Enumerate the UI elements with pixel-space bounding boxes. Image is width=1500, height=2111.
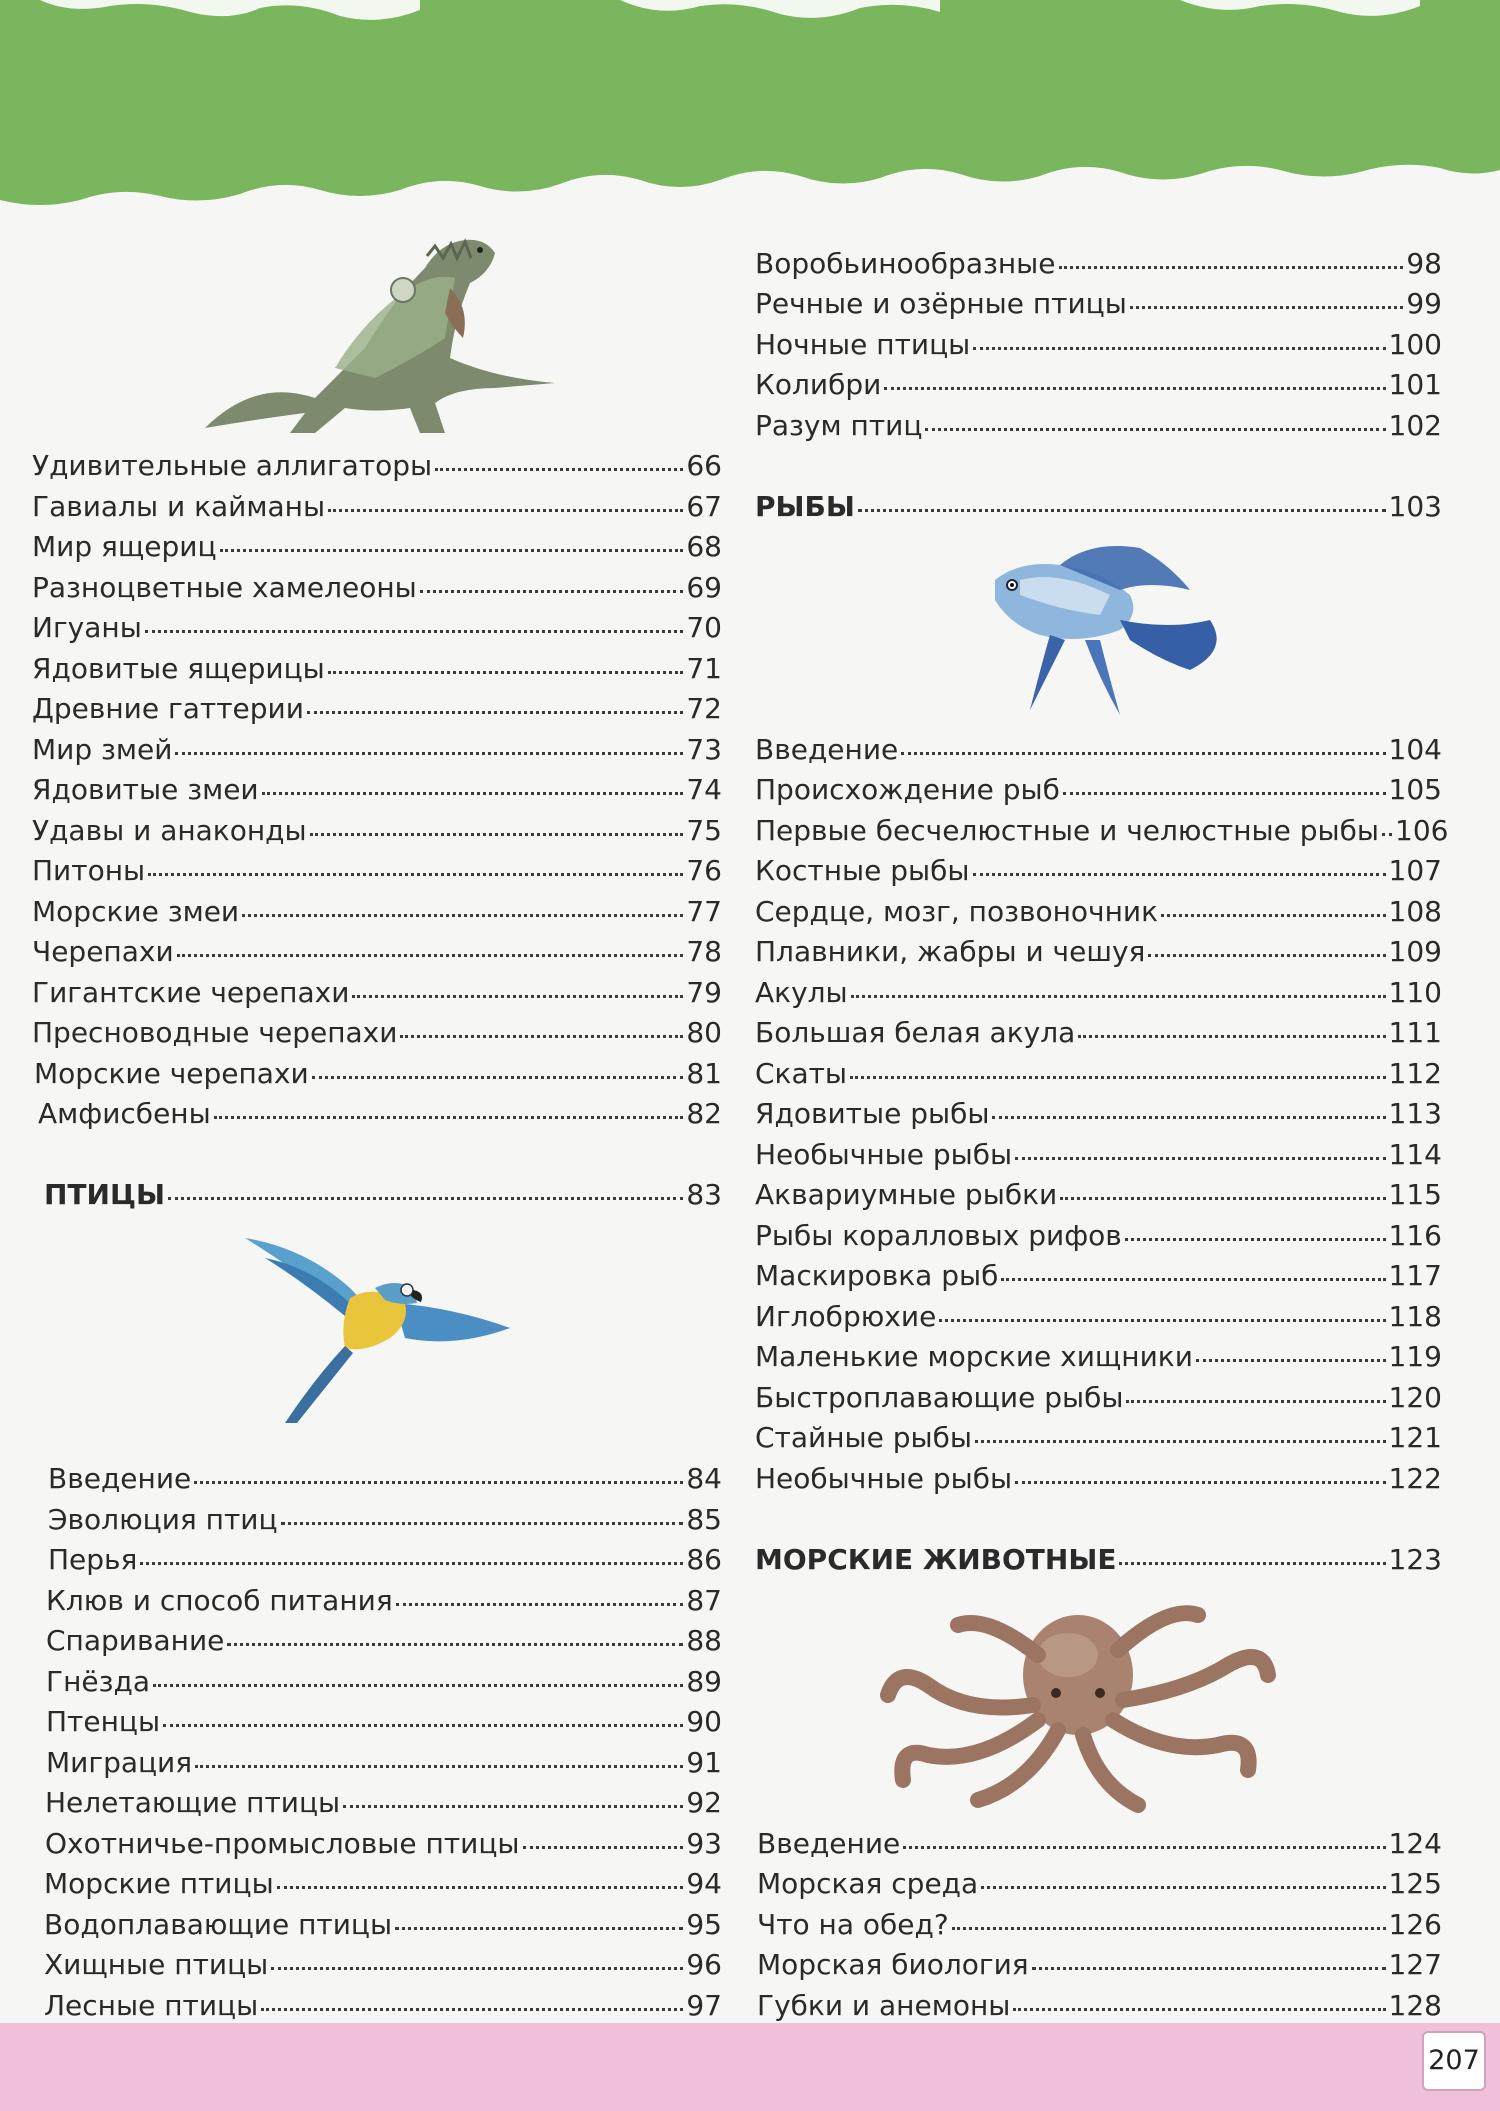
- section-page: 123: [1388, 1543, 1442, 1576]
- toc-entry[interactable]: [32, 772, 722, 808]
- toc-entry-title: Амфисбены: [38, 1097, 211, 1130]
- toc-entry[interactable]: [32, 1015, 722, 1051]
- toc-entry-page: 90: [686, 1705, 722, 1738]
- dot-leader: [396, 1602, 684, 1606]
- toc-entry-page: 121: [1388, 1421, 1442, 1454]
- dot-leader: [981, 1885, 1385, 1889]
- toc-entry-title: Древние гаттерии: [32, 692, 304, 725]
- section-title: РЫБЫ: [755, 490, 855, 523]
- toc-entry-title: Рыбы коралловых рифов: [755, 1219, 1122, 1252]
- dot-leader: [1119, 1561, 1385, 1565]
- dot-leader: [1001, 1277, 1385, 1281]
- toc-entry-page: 108: [1388, 895, 1442, 928]
- toc-section-fish[interactable]: [755, 489, 1442, 525]
- toc-entry-page: 82: [686, 1097, 722, 1130]
- toc-entry[interactable]: [48, 1502, 722, 1538]
- dot-leader: [163, 1723, 683, 1727]
- toc-entry-title: Иглобрюхие: [755, 1300, 937, 1333]
- dot-leader: [168, 1196, 683, 1200]
- toc-entry-page: 88: [686, 1624, 722, 1657]
- toc-entry-page: 127: [1388, 1948, 1442, 1981]
- toc-entry-page: 101: [1388, 368, 1442, 401]
- dot-leader: [884, 386, 1385, 390]
- bottom-pink-band: [0, 2023, 1500, 2111]
- toc-entry[interactable]: [755, 1218, 1442, 1254]
- dot-leader: [925, 427, 1385, 431]
- toc-entry-page: 69: [686, 571, 722, 604]
- toc-entry-page: 81: [686, 1057, 722, 1090]
- toc-entry-page: 117: [1388, 1259, 1442, 1292]
- toc-entry[interactable]: [46, 1704, 722, 1740]
- toc-entry-page: 122: [1388, 1462, 1442, 1495]
- toc-entry[interactable]: [755, 934, 1442, 970]
- toc-entry-title: Воробьинообразные: [755, 247, 1056, 280]
- toc-entry[interactable]: [46, 1583, 722, 1619]
- toc-entry-page: 124: [1388, 1827, 1442, 1860]
- dot-leader: [175, 751, 683, 755]
- dot-leader: [1382, 832, 1392, 836]
- toc-entry-title: Маленькие морские хищники: [755, 1340, 1193, 1373]
- dot-leader: [261, 2007, 683, 2011]
- toc-entry[interactable]: [34, 1056, 722, 1092]
- toc-entry-title: Что на обед?: [757, 1908, 949, 1941]
- toc-entry-title: Введение: [48, 1462, 192, 1495]
- toc-section-sea-animals[interactable]: [755, 1542, 1442, 1578]
- toc-entry[interactable]: [755, 772, 1442, 808]
- dot-leader: [1130, 305, 1404, 309]
- toc-entry-page: 95: [686, 1908, 722, 1941]
- toc-entry[interactable]: [32, 934, 722, 970]
- toc-entry-title: Ядовитые рыбы: [755, 1097, 990, 1130]
- toc-entry-page: 66: [686, 449, 722, 482]
- toc-entry-title: Плавники, жабры и чешуя: [755, 935, 1146, 968]
- toc-entry[interactable]: [44, 1947, 722, 1983]
- toc-entry-title: Большая белая акула: [755, 1016, 1076, 1049]
- dot-leader: [310, 832, 684, 836]
- dot-leader: [343, 1804, 683, 1808]
- dot-leader: [973, 346, 1385, 350]
- toc-entry[interactable]: [32, 489, 722, 525]
- toc-entry-page: 89: [686, 1665, 722, 1698]
- toc-entry-page: 87: [686, 1584, 722, 1617]
- toc-entry-title: Разноцветные хамелеоны: [32, 571, 417, 604]
- toc-entry-title: Гнёзда: [46, 1665, 151, 1698]
- toc-entry-page: 76: [686, 854, 722, 887]
- toc-entry-title: Пресноводные черепахи: [32, 1016, 398, 1049]
- dot-leader: [177, 953, 684, 957]
- toc-entry[interactable]: [32, 853, 722, 889]
- dot-leader: [975, 1439, 1386, 1443]
- toc-entry-page: 115: [1388, 1178, 1442, 1211]
- toc-entry[interactable]: [44, 1988, 722, 2024]
- toc-entry-title: Маскировка рыб: [755, 1259, 999, 1292]
- toc-entry-page: 106: [1395, 814, 1449, 847]
- toc-entry-title: Происхождение рыб: [755, 773, 1060, 806]
- section-title: ПТИЦЫ: [44, 1178, 165, 1211]
- dot-leader: [242, 913, 683, 917]
- toc-entry[interactable]: [755, 1380, 1442, 1416]
- toc-entry[interactable]: [32, 570, 722, 606]
- toc-entry[interactable]: [32, 610, 722, 646]
- toc-entry-page: 107: [1388, 854, 1442, 887]
- toc-entry[interactable]: [755, 246, 1442, 282]
- toc-section-birds[interactable]: [44, 1177, 722, 1213]
- dot-leader: [328, 508, 683, 512]
- toc-entry-page: 73: [686, 733, 722, 766]
- toc-entry-page: 91: [686, 1746, 722, 1779]
- toc-entry-title: Сердце, мозг, позвоночник: [755, 895, 1159, 928]
- toc-entry[interactable]: [757, 1988, 1442, 2024]
- toc-entry-title: Миграция: [46, 1746, 193, 1779]
- toc-entry-page: 67: [686, 490, 722, 523]
- toc-entry-page: 84: [686, 1462, 722, 1495]
- toc-entry-page: 98: [1406, 247, 1442, 280]
- dot-leader: [148, 872, 683, 876]
- toc-entry-title: Необычные рыбы: [755, 1462, 1013, 1495]
- dot-leader: [1032, 1966, 1386, 1970]
- toc-entry-page: 118: [1388, 1300, 1442, 1333]
- dot-leader: [140, 1561, 683, 1565]
- toc-entry-page: 113: [1388, 1097, 1442, 1130]
- toc-entry-page: 114: [1388, 1138, 1442, 1171]
- toc-entry-page: 119: [1388, 1340, 1442, 1373]
- toc-entry[interactable]: [46, 1623, 722, 1659]
- toc-entry-title: Морские змеи: [32, 895, 240, 928]
- dot-leader: [145, 629, 684, 633]
- toc-entry-page: 96: [686, 1948, 722, 1981]
- toc-entry-page: 120: [1388, 1381, 1442, 1414]
- toc-entry[interactable]: [45, 1826, 722, 1862]
- toc-entry[interactable]: [755, 1096, 1442, 1132]
- toc-entry-title: Стайные рыбы: [755, 1421, 973, 1454]
- toc-entry-title: Игуаны: [32, 611, 142, 644]
- dot-leader: [352, 994, 683, 998]
- toc-entry-page: 92: [686, 1786, 722, 1819]
- toc-entry[interactable]: [755, 367, 1442, 403]
- toc-entry-page: 94: [686, 1867, 722, 1900]
- dot-leader: [281, 1521, 684, 1525]
- toc-entry-title: Ночные птицы: [755, 328, 971, 361]
- dot-leader: [1015, 1480, 1385, 1484]
- toc-entry-title: Спаривание: [46, 1624, 225, 1657]
- toc-entry-title: Черепахи: [32, 935, 174, 968]
- toc-entry-title: Водоплавающие птицы: [44, 1908, 393, 1941]
- toc-entry-title: Мир ящериц: [32, 530, 217, 563]
- toc-entry[interactable]: [32, 651, 722, 687]
- toc-entry-title: Колибри: [755, 368, 882, 401]
- toc-entry[interactable]: [755, 894, 1442, 930]
- toc-entry-page: 86: [686, 1543, 722, 1576]
- dot-leader: [939, 1318, 1385, 1322]
- toc-entry-page: 104: [1388, 733, 1442, 766]
- toc-entry-title: Птенцы: [46, 1705, 161, 1738]
- toc-entry-title: Охотничье-промысловые птицы: [45, 1827, 520, 1860]
- dot-leader: [1059, 265, 1404, 269]
- dot-leader: [435, 467, 683, 471]
- page-number: 207: [1422, 2031, 1486, 2091]
- octopus-illustration: [868, 1595, 1288, 1825]
- dot-leader: [851, 994, 1386, 998]
- toc-entry-page: 74: [686, 773, 722, 806]
- toc-entry[interactable]: [48, 1542, 722, 1578]
- toc-entry-page: 68: [686, 530, 722, 563]
- toc-entry[interactable]: [44, 1866, 722, 1902]
- toc-entry[interactable]: [32, 691, 722, 727]
- toc-entry[interactable]: [48, 1461, 722, 1497]
- toc-entry-title: Нелетающие птицы: [45, 1786, 341, 1819]
- toc-entry[interactable]: [32, 529, 722, 565]
- dot-leader: [262, 791, 684, 795]
- dot-leader: [1125, 1237, 1386, 1241]
- toc-entry-title: Речные и озёрные птицы: [755, 287, 1127, 320]
- toc-entry-page: 100: [1388, 328, 1442, 361]
- toc-entry-page: 72: [686, 692, 722, 725]
- toc-entry-title: Лесные птицы: [44, 1989, 259, 2022]
- dot-leader: [153, 1683, 683, 1687]
- toc-entry-title: Клюв и способ питания: [46, 1584, 393, 1617]
- toc-entry-page: 125: [1388, 1867, 1442, 1900]
- toc-entry-title: Акулы: [755, 976, 848, 1009]
- toc-entry[interactable]: [45, 1785, 722, 1821]
- toc-entry[interactable]: [755, 853, 1442, 889]
- dot-leader: [858, 508, 1386, 512]
- toc-entry-title: Удавы и анаконды: [32, 814, 307, 847]
- toc-entry[interactable]: [757, 1947, 1442, 1983]
- toc-entry-page: 97: [686, 1989, 722, 2022]
- dot-leader: [1013, 2007, 1385, 2011]
- dot-leader: [400, 1034, 683, 1038]
- toc-entry-title: Мир змей: [32, 733, 173, 766]
- dot-leader: [903, 1845, 1385, 1849]
- toc-entry[interactable]: [46, 1745, 722, 1781]
- dot-leader: [1196, 1358, 1386, 1362]
- toc-entry[interactable]: [32, 732, 722, 768]
- toc-entry-page: 126: [1388, 1908, 1442, 1941]
- dot-leader: [1126, 1399, 1385, 1403]
- toc-entry-title: Быстроплавающие рыбы: [755, 1381, 1124, 1414]
- top-green-band: [0, 0, 1500, 215]
- dot-leader: [271, 1966, 683, 1970]
- toc-entry[interactable]: [757, 1866, 1442, 1902]
- toc-entry-title: Введение: [755, 733, 899, 766]
- toc-entry-title: Губки и анемоны: [757, 1989, 1011, 2022]
- dot-leader: [195, 1764, 683, 1768]
- toc-entry-page: 70: [686, 611, 722, 644]
- toc-entry-title: Ядовитые ящерицы: [32, 652, 325, 685]
- dot-leader: [307, 710, 683, 714]
- dot-leader: [1148, 953, 1385, 957]
- toc-entry[interactable]: [32, 448, 722, 484]
- toc-entry-title: Первые бесчелюстные и челюстные рыбы: [755, 814, 1379, 847]
- toc-entry-title: Морская биология: [757, 1948, 1029, 1981]
- dot-leader: [973, 872, 1386, 876]
- toc-entry-title: Морские птицы: [44, 1867, 274, 1900]
- dot-leader: [850, 1075, 1386, 1079]
- toc-entry-title: Аквариумные рыбки: [755, 1178, 1058, 1211]
- toc-entry-title: Скаты: [755, 1057, 848, 1090]
- toc-entry-page: 112: [1388, 1057, 1442, 1090]
- toc-entry-page: 99: [1406, 287, 1442, 320]
- dot-leader: [1060, 1196, 1385, 1200]
- toc-entry-page: 116: [1388, 1219, 1442, 1252]
- toc-entry[interactable]: [32, 813, 722, 849]
- toc-entry[interactable]: [755, 975, 1442, 1011]
- toc-entry[interactable]: [755, 1339, 1442, 1375]
- dot-leader: [194, 1480, 683, 1484]
- dot-leader: [420, 589, 684, 593]
- toc-entry[interactable]: [757, 1826, 1442, 1862]
- section-title: МОРСКИЕ ЖИВОТНЫЕ: [755, 1543, 1117, 1576]
- dot-leader: [952, 1926, 1386, 1930]
- dot-leader: [312, 1075, 684, 1079]
- toc-entry-title: Морские черепахи: [34, 1057, 309, 1090]
- toc-entry[interactable]: [755, 327, 1442, 363]
- toc-entry-page: 85: [686, 1503, 722, 1536]
- toc-entry[interactable]: [755, 1461, 1442, 1497]
- dot-leader: [214, 1115, 684, 1119]
- toc-entry-page: 77: [686, 895, 722, 928]
- toc-entry[interactable]: [755, 1258, 1442, 1294]
- dot-leader: [1015, 1156, 1385, 1160]
- toc-entry[interactable]: [32, 894, 722, 930]
- toc-entry[interactable]: [755, 286, 1442, 322]
- iguana-illustration: [195, 228, 555, 443]
- toc-entry[interactable]: [755, 1137, 1442, 1173]
- dot-leader: [328, 670, 684, 674]
- toc-entry[interactable]: [755, 1177, 1442, 1213]
- dot-leader: [1161, 913, 1386, 917]
- toc-entry-page: 128: [1388, 1989, 1442, 2022]
- toc-entry[interactable]: [755, 1015, 1442, 1051]
- toc-entry-page: 111: [1388, 1016, 1442, 1049]
- dot-leader: [901, 751, 1385, 755]
- toc-entry-title: Эволюция птиц: [48, 1503, 278, 1536]
- toc-entry-title: Питоны: [32, 854, 146, 887]
- fish-illustration: [990, 540, 1230, 715]
- toc-entry[interactable]: [755, 732, 1442, 768]
- toc-entry[interactable]: [755, 1299, 1442, 1335]
- toc-entry[interactable]: [757, 1907, 1442, 1943]
- toc-entry[interactable]: [755, 813, 1449, 849]
- toc-entry-page: 109: [1388, 935, 1442, 968]
- toc-entry-title: Разум птиц: [755, 409, 923, 442]
- section-page: 83: [686, 1178, 722, 1211]
- dot-leader: [227, 1642, 683, 1646]
- dot-leader: [220, 548, 684, 552]
- toc-entry-page: 93: [686, 1827, 722, 1860]
- toc-entry[interactable]: [755, 408, 1442, 444]
- toc-entry-title: Морская среда: [757, 1867, 979, 1900]
- dot-leader: [1078, 1034, 1385, 1038]
- macaw-illustration: [245, 1228, 515, 1428]
- toc-entry-page: 71: [686, 652, 722, 685]
- toc-entry-title: Необычные рыбы: [755, 1138, 1013, 1171]
- dot-leader: [395, 1926, 683, 1930]
- toc-entry-page: 79: [686, 976, 722, 1009]
- toc-entry-title: Перья: [48, 1543, 138, 1576]
- dot-leader: [523, 1845, 684, 1849]
- dot-leader: [1063, 791, 1386, 795]
- toc-entry[interactable]: [755, 1420, 1442, 1456]
- toc-entry[interactable]: [44, 1907, 722, 1943]
- toc-entry-title: Введение: [757, 1827, 901, 1860]
- toc-entry[interactable]: [38, 1096, 722, 1132]
- toc-entry-page: 105: [1388, 773, 1442, 806]
- toc-entry[interactable]: [32, 975, 722, 1011]
- toc-entry-page: 75: [686, 814, 722, 847]
- toc-entry-page: 102: [1388, 409, 1442, 442]
- toc-entry-page: 78: [686, 935, 722, 968]
- dot-leader: [992, 1115, 1385, 1119]
- toc-entry-title: Хищные птицы: [44, 1948, 269, 1981]
- toc-entry-title: Гигантские черепахи: [32, 976, 350, 1009]
- toc-entry-title: Удивительные аллигаторы: [32, 449, 433, 482]
- toc-entry-title: Ядовитые змеи: [32, 773, 259, 806]
- toc-entry[interactable]: [755, 1056, 1442, 1092]
- toc-entry-page: 80: [686, 1016, 722, 1049]
- dot-leader: [277, 1885, 684, 1889]
- toc-entry-title: Гавиалы и кайманы: [32, 490, 326, 523]
- section-page: 103: [1388, 490, 1442, 523]
- toc-entry-page: 110: [1388, 976, 1442, 1009]
- toc-entry[interactable]: [46, 1664, 722, 1700]
- toc-entry-title: Костные рыбы: [755, 854, 970, 887]
